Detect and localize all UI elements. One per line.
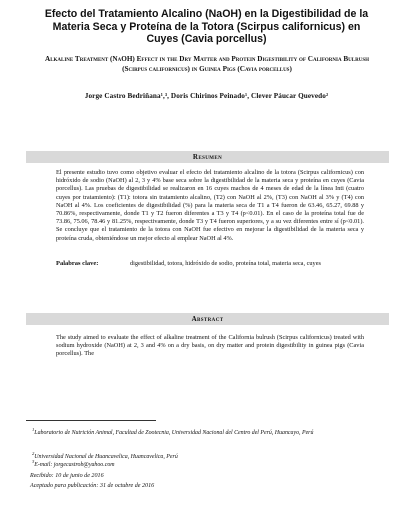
- abstract-body: The study aimed to evaluate the effect of alkaline treatment of the California bulrush (Scirpus californicus) treated with sodium hydroxide (NaOH) at 2, 3 and 4% on a dry basis, on dry matter and protein digestibility in guinea pigs (Cavia porcellus). The: [56, 334, 364, 358]
- footnote-mark: 2: [32, 451, 35, 456]
- footnote-divider: [26, 420, 156, 421]
- accepted-date: Aceptado para publicación: 31 de octubre de 2016: [30, 483, 155, 489]
- footnote-text: E-mail: jorgecastrob@yahoo.com: [34, 461, 115, 468]
- article-title: Efecto del Tratamiento Alcalino (NaOH) en la Digestibilidad de la Materia Seca y Proteína de la Totora (Scirpus californicus) en Cuyes (Cavia porcellus): [44, 8, 369, 46]
- keywords-label: Palabras clave:: [56, 260, 99, 267]
- abstract-heading: Abstract: [191, 315, 224, 323]
- footnote-text: Universidad Nacional de Huancavelica, Huancavelica, Perú: [34, 453, 178, 460]
- author-list: Jorge Castro Bedriñana¹,³, Doris Chirinos Peinado¹, Clever Páucar Quevedo²: [84, 92, 329, 100]
- footnote-mark: 3: [32, 459, 35, 464]
- received-date: Recibido: 10 de junio de 2016: [30, 473, 104, 479]
- footnote-text: Laboratorio de Nutrición Animal, Facultad de Zootecnia, Universidad Nacional del Centro del Perú, Huancayo, Perú: [34, 429, 314, 436]
- footnote-1: [32, 426, 382, 438]
- keywords-text: digestibilidad, totora, hidróxido de sodio, proteína total, materia seca, cuyes: [130, 260, 321, 267]
- resumen-body: El presente estudio tuvo como objetivo evaluar el efecto del tratamiento alcalino de la totora (Scirpus californicus) con hidróxido de sodio (NaOH) al 2, 3 y 4% base seca sobre la digestibilidad de la materia seca y proteína en cuyes (Cavia porcellus). Las pruebas de digestibilidad se realizaron en 16 cuyes machos de 4 meses de edad de la línea Inti (cuatro cuyes por tratamiento): (T1): totora sin tratamiento alcalino, (T2) con NaOH al 2%, (T3) con NaOH al 3% y (T4) con NaOH al 4%. Los coeficientes de digestibilidad (%) para la materia seca de T1 a T4 fueron de 63.46, 65.27, 69.88 y 70.86%, respectivamente, donde T1 y T2 fueron diferentes a T3 y T4 (p<0.01). En el caso de la proteína total fue de 73.86, 75.06, 78.46 y 81.25%, respectivamente, donde T3 y T4 fueron superiores, y a su vez diferentes entre sí (p<0.01). Se concluye que el tratamiento de la totora con NaOH fue efectivo en mejorar la digestibilidad de la materia seca y proteína cruda, obteniéndose un mejor efecto al emplear NaOH al 4%.: [56, 169, 364, 242]
- footnote-mark: 1: [32, 427, 35, 432]
- english-title: Alkaline Treatment (NaOH) Effect in the Dry Matter and Protein Digestibility of California Bulrush (Scirpus californicus) in Guinea Pigs (Cavia porcellus): [45, 55, 369, 73]
- resumen-heading-bar: [26, 151, 389, 163]
- abstract-heading-bar: [26, 313, 389, 325]
- footnote-3: [32, 458, 382, 470]
- resumen-heading: Resumen: [192, 153, 223, 161]
